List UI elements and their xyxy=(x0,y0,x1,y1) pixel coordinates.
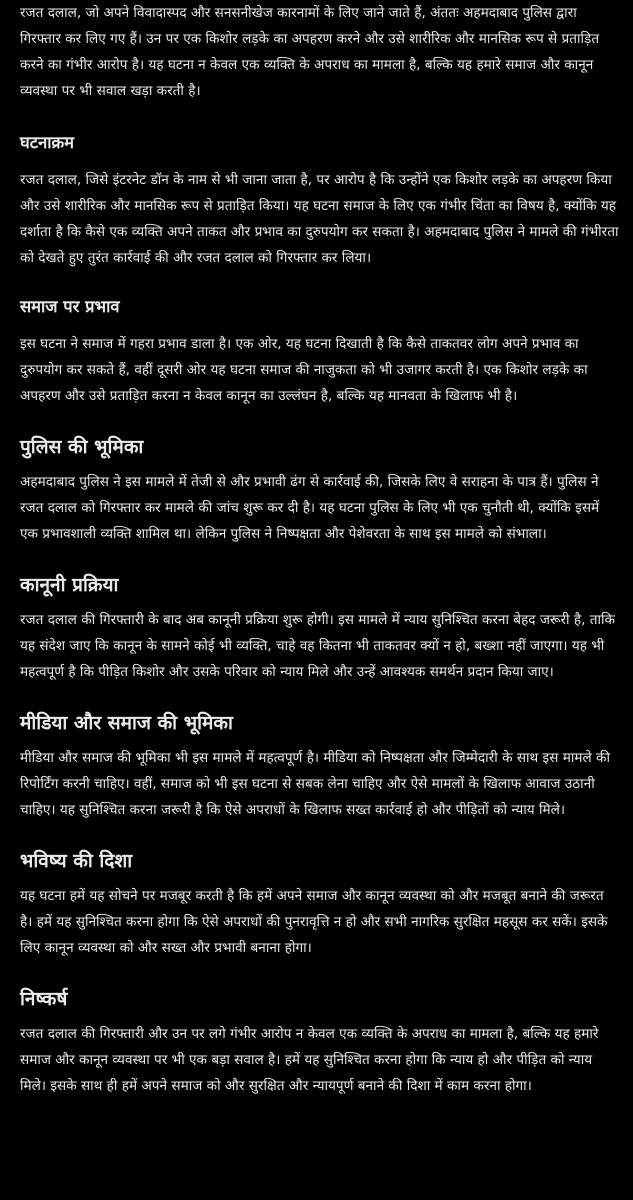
section-body-kanuni-prakriya: रजत दलाल की गिरफ्तारी के बाद अब कानूनी प्रक्रिया शुरू होगी। इस मामले में न्याय सुनिश्चित करना बेहद जरूरी है, ताकि यह संदेश जाए कि कानून के सामने कोई भी व्यक्ति, चाहे वह कितना भी ताकतवर क्यों न हो, बख्शा नहीं जाएगा। यह भी महत्वपूर्ण है कि पीड़ित किशोर और उसके परिवार को न्याय मिले और उन्हें आवश्यक समर्थन प्रदान किया जाए। xyxy=(20,612,615,680)
section-body-bhavishya-ki-disha: यह घटना हमें यह सोचने पर मजबूर करती है कि हमें अपने समाज और कानून व्यवस्था को और मजबूत बनाने की जरूरत है। हमें यह सुनिश्चित करना होगा कि ऐसे अपराधों की पुनरावृत्ति न हो और सभी नागरिक सुरक्षित महसूस कर सकें। इसके लिए कानून व्यवस्था को और सख्त और प्रभावी बनाना होगा। xyxy=(20,888,608,956)
section-heading-samaj-par-prabhav: समाज पर प्रभाव xyxy=(20,297,120,316)
section-heading-bhavishya-ki-disha: भविष्य की दिशा xyxy=(20,850,133,872)
section-body-nishkarsh: रजत दलाल की गिरफ्तारी और उन पर लगे गंभीर आरोप न केवल एक व्यक्ति के अपराध का मामला है, बल्कि यह हमारे समाज और कानून व्यवस्था पर भी एक बड़ा सवाल है। हमें यह सुनिश्चित करना होगा कि न्याय हो और पीड़ित को न्याय मिले। इसके साथ ही हमें अपने समाज को और सुरक्षित और न्यायपूर्ण बनाने की दिशा में काम करना होगा। xyxy=(20,1026,599,1094)
section-heading-media-aur-samaj: मीडिया और समाज की भूमिका xyxy=(20,712,233,734)
section-body-police-ki-bhumika: अहमदाबाद पुलिस ने इस मामले में तेजी से और प्रभावी ढंग से कार्रवाई की, जिसके लिए वे सराहना के पात्र हैं। पुलिस ने रजत दलाल को गिरफ्तार कर मामले की जांच शुरू कर दी है। यह घटना पुलिस के लिए भी एक चुनौती थी, क्योंकि इसमें एक प्रभावशाली व्यक्ति शामिल था। लेकिन पुलिस ने निष्पक्षता और पेशेवरता के साथ इस मामले को संभाला। xyxy=(20,474,600,542)
section-heading-nishkarsh: निष्कर्ष xyxy=(20,988,68,1010)
intro-paragraph: रजत दलाल, जो अपने विवादास्पद और सनसनीखेज कारनामों के लिए जाने जाते हैं, अंततः अहमदाबाद पुलिस द्वारा गिरफ्तार कर लिए गए हैं। उन पर एक किशोर लड़के का अपहरण करने और उसे शारीरिक और मानसिक रूप से प्रताड़ित करने का गंभीर आरोप है। यह घटना न केवल एक व्यक्ति के अपराध का मामला है, बल्कि यह हमारे समाज और कानून व्यवस्था पर भी सवाल खड़ा करती है। xyxy=(20,5,600,99)
section-body-media-aur-samaj: मीडिया और समाज की भूमिका भी इस मामले में महत्वपूर्ण है। मीडिया को निष्पक्षता और जिम्मेदारी के साथ इस मामले की रिपोर्टिंग करनी चाहिए। वहीं, समाज को भी इस घटना से सबक लेना चाहिए और ऐसे मामलों के खिलाफ आवाज उठानी चाहिए। यह सुनिश्चित करना जरूरी है कि ऐसे अपराधों के खिलाफ सख्त कार्रवाई हो और पीड़ितों को न्याय मिले। xyxy=(20,750,611,818)
section-body-ghatnakram: रजत दलाल, जिसे इंटरनेट डॉन के नाम से भी जाना जाता है, पर आरोप है कि उन्होंने एक किशोर लड़के का अपहरण किया और उसे शारीरिक और मानसिक रूप से प्रताड़ित किया। यह घटना समाज के लिए एक गंभीर चिंता का विषय है, क्योंकि यह दर्शाता है कि कैसे एक व्यक्ति अपने ताकत और प्रभाव का दुरुपयोग कर सकता है। अहमदाबाद पुलिस ने मामले की गंभीरता को देखते हुए तुरंत कार्रवाई की और रजत दलाल को गिरफ्तार कर लिया। xyxy=(20,172,619,266)
section-heading-kanuni-prakriya: कानूनी प्रक्रिया xyxy=(20,574,119,596)
section-heading-ghatnakram: घटनाक्रम xyxy=(20,133,75,152)
section-heading-police-ki-bhumika: पुलिस की भूमिका xyxy=(20,436,144,458)
section-body-samaj-par-prabhav: इस घटना ने समाज में गहरा प्रभाव डाला है। एक ओर, यह घटना दिखाती है कि कैसे ताकतवर लोग अपने प्रभाव का दुरुपयोग कर सकते हैं, वहीं दूसरी ओर यह घटना समाज की नाजुकता को भी उजागर करती है। एक किशोर लड़के का अपहरण और उसे प्रताड़ित करना न केवल कानून का उल्लंघन है, बल्कि यह मानवता के खिलाफ भी है। xyxy=(20,336,588,404)
